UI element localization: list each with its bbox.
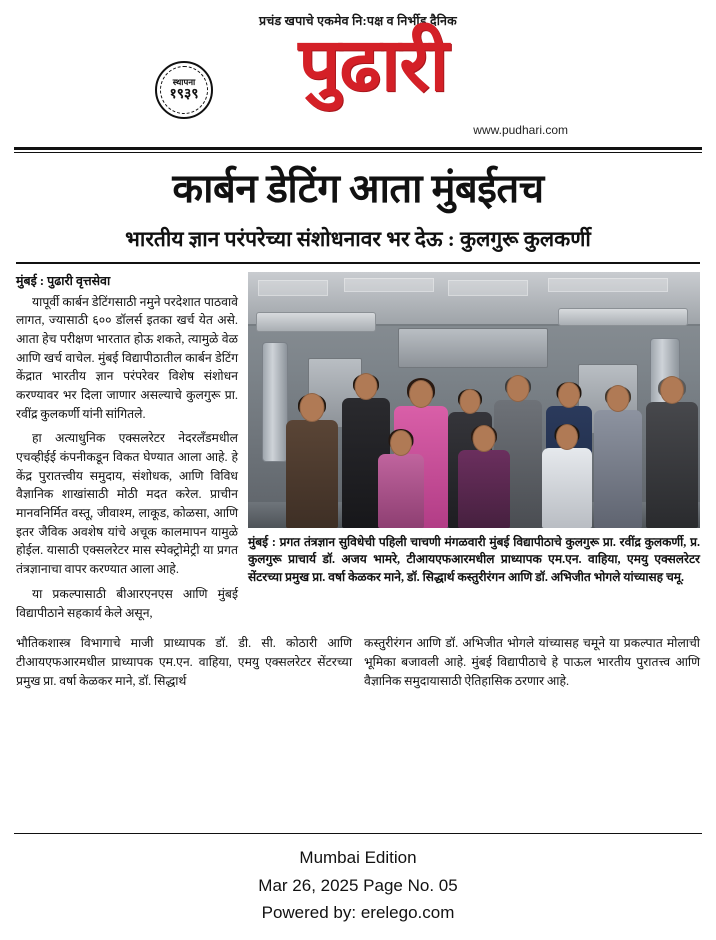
- headline-section: [0, 153, 716, 252]
- established-year: १९३९: [169, 86, 199, 102]
- footer-edition: Mumbai Edition: [299, 848, 417, 868]
- photo-person: [540, 416, 594, 528]
- photo-duct: [558, 308, 688, 326]
- photo-caption-location: मुंबई :: [248, 534, 276, 549]
- footer-powered-by: Powered by: erelego.com: [261, 902, 455, 922]
- top-block: [16, 272, 700, 629]
- article-paragraph: यापूर्वी कार्बन डेटिंगसाठी नमुने परदेशात पाठवावे लागत, ज्यासाठी ६०० डॉलर्स इतका खर्च येत असे. आता हेच परीक्षण भारतात होऊ शकते, त्यामुळे वेळ आणि खर्च वाचेल. मुंबई विद्यापीठातील कार्बन डेटिंग केंद्रात भारतीय ज्ञान परंपरेवर विशेष संशोधन करण्यावर भर दिला जाणार असल्याचे कुलगुरू प्रा. रवींद्र कुलकर्णी यांनी सांगितले.: [16, 294, 238, 421]
- photo-caption: [248, 534, 700, 588]
- masthead-divider-thick: [14, 147, 702, 150]
- page-footer: [0, 833, 716, 940]
- photo-caption-text: प्रगत तंत्रज्ञान सुविधेची पहिली चाचणी मंगळवारी मुंबई विद्यापीठाचे कुलगुरू प्रा. रवींद्र कुलकर्णी, प्र. कुलगुरू प्राचार्य डॉ. अजय भामरे, टीआयएफआरमधील प्राध्यापक एम.एन. वाहिया, एमयु एक्सलरेटर सेंटरच्या प्रमुख प्रा. वर्षा केळकर माने, डॉ. सिद्धार्थ कस्तुरीरंगन आणि डॉ. अभिजीत भोगले यांच्यासह चमू.: [248, 534, 700, 585]
- article-photo: [248, 272, 700, 528]
- established-label: स्थापना: [172, 76, 196, 87]
- article-byline: मुंबई : पुढारी वृत्तसेवा: [16, 273, 111, 288]
- photo-ceiling-panel: [548, 278, 668, 292]
- masthead: [0, 0, 716, 153]
- photo-duct: [256, 312, 376, 332]
- footer-divider: [14, 833, 702, 834]
- photo-person: [456, 420, 512, 528]
- photo-block: [248, 272, 700, 588]
- article-paragraph: कस्तुरीरंगन आणि डॉ. अभिजीत भोगले यांच्यासह चमूने या प्रकल्पात मोलाची भूमिका बजावली आहे. मुंबई विद्यापीठाचे हे पाऊल भारतीय पुरातत्त्व आणि वैज्ञानिक समुदायासाठी ऐतिहासिक ठरणार आहे.: [364, 636, 700, 688]
- photo-ceiling-panel: [258, 280, 328, 296]
- photo-person: [284, 378, 340, 528]
- masthead-tagline: प्रचंड खपाचे एकमेव नि:पक्ष व निर्भीड दैनिक: [259, 14, 457, 28]
- article-body: [0, 264, 716, 697]
- article-column-3: [364, 634, 700, 696]
- masthead-divider-thin: [14, 152, 702, 153]
- lower-columns: [16, 634, 700, 696]
- photo-person: [592, 364, 644, 528]
- article-column-2: [16, 634, 352, 696]
- photo-ceiling-panel: [344, 278, 434, 292]
- photo-person: [376, 424, 426, 528]
- article-paragraph: हा अत्याधुनिक एक्सलरेटर नेदरलँडमधील एचव्हीईई कंपनीकडून विकत घेण्यात आला आहे. हे केंद्र पुरातत्त्वीय समुदाय, संशोधक, आणि विविध वैज्ञानिक शाखांसाठी मोठी मदत करेल. प्राचीन मानवनिर्मित वस्तू, जीवाश्म, लाकूड, कोळसा, आणि इतर जैविक अवशेष यांचे अचूक कालमापन यामुळे होईल. यासाठी एक्सलरेटर मास स्पेक्ट्रोमेट्री या प्रगत तंत्रज्ञानाचा वापर करण्यात आला आहे.: [16, 431, 238, 577]
- masthead-title: पुढारी: [298, 25, 448, 107]
- established-seal: [155, 61, 213, 119]
- article-headline: कार्बन डेटिंग आता मुंबईतच: [172, 166, 544, 211]
- masthead-website: www.pudhari.com: [473, 123, 568, 137]
- footer-date-page: Mar 26, 2025 Page No. 05: [258, 875, 458, 895]
- photo-person: [644, 356, 700, 528]
- article-column-1: [16, 272, 238, 629]
- article-subhead: भारतीय ज्ञान परंपरेच्या संशोधनावर भर देऊ : कुलगुरू कुलकर्णी: [125, 226, 591, 251]
- masthead-row: [0, 25, 716, 127]
- article-paragraph: भौतिकशास्त्र विभागाचे माजी प्राध्यापक डॉ. डी. सी. कोठारी आणि टीआयएफआरमधील प्राध्यापक एम.एन. वाहिया, एमयु एक्सलरेटर सेंटरच्या प्रमुख प्रा. वर्षा केळकर माने, डॉ. सिद्धार्थ: [16, 636, 352, 688]
- photo-ceiling-panel: [448, 280, 528, 296]
- article-paragraph: या प्रकल्पासाठी बीआरएनएस आणि मुंबई विद्यापीठाने सहकार्य केले असून,: [16, 586, 238, 620]
